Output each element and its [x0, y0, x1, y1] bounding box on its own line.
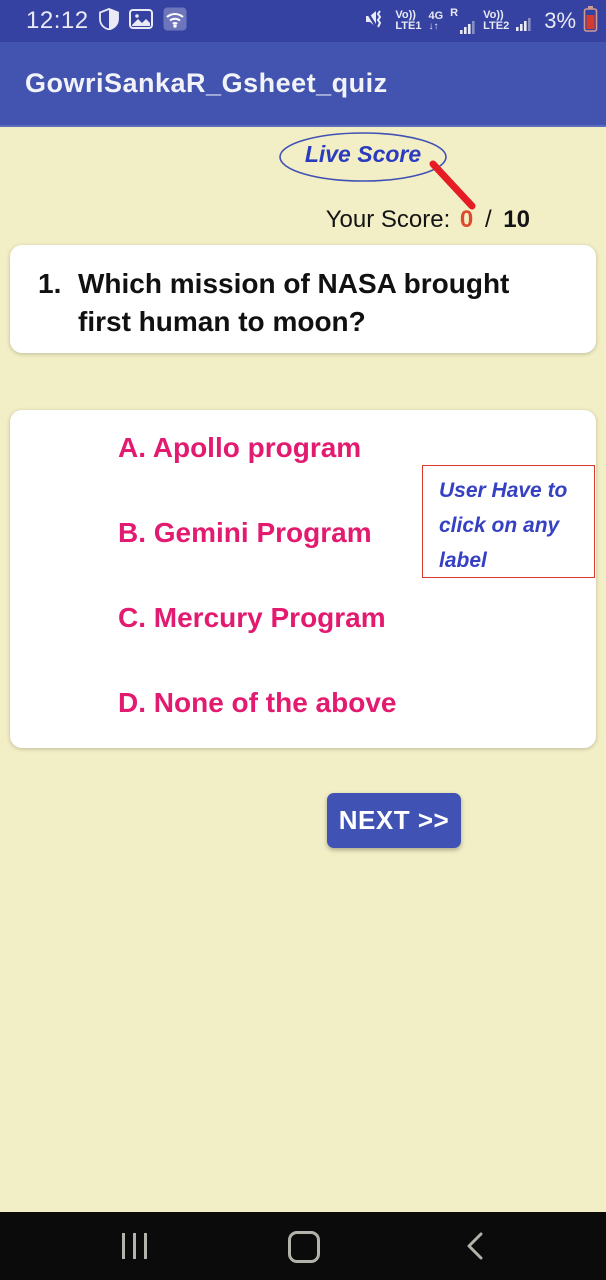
mute-vibrate-icon — [364, 8, 388, 35]
option-c-label[interactable]: C. Mercury Program — [118, 602, 386, 633]
next-button[interactable]: NEXT >> — [327, 793, 461, 848]
app-title: GowriSankaR_Gsheet_quiz — [25, 68, 388, 98]
score-separator: / — [484, 206, 492, 233]
clock: 12:12 — [26, 7, 89, 34]
home-icon[interactable] — [288, 1231, 320, 1263]
option-d-label[interactable]: D. None of the above — [118, 687, 397, 718]
navigation-bar — [0, 1212, 606, 1280]
note-line: User Have to — [439, 479, 568, 502]
sim2-volte-indicator: Vo)) LTE2 — [483, 9, 510, 32]
option-a-label[interactable]: A. Apollo program — [118, 432, 362, 463]
battery-low-icon — [583, 6, 598, 37]
score-prefix: Your Score: — [325, 206, 451, 233]
sim2-signal-icon — [516, 7, 532, 36]
question-text: Which mission of NASA brought first human to moon? — [78, 268, 510, 337]
recents-icon[interactable] — [122, 1233, 147, 1259]
score-row — [0, 206, 530, 234]
network-4g-indicator: 4G ↓↑ — [428, 9, 444, 32]
answer-card — [10, 410, 596, 748]
gallery-icon — [129, 8, 153, 35]
arrow-line — [433, 164, 472, 206]
live-score-label: Live Score — [304, 141, 422, 167]
question-number: 1. — [38, 268, 62, 299]
back-icon[interactable] — [466, 1232, 484, 1265]
note-annotation-box — [422, 465, 595, 578]
score-total: 10 — [503, 206, 530, 233]
sim1-volte-indicator: Vo)) LTE1 — [395, 9, 422, 32]
status-bar — [0, 0, 606, 42]
battery-percentage: 3% — [544, 8, 576, 33]
sim1-signal-icon: R — [450, 8, 476, 34]
shield-icon — [99, 8, 119, 35]
note-line: click on any — [439, 514, 560, 537]
app-bar — [0, 42, 606, 127]
note-line: label — [439, 549, 487, 572]
question-card — [10, 245, 596, 353]
score-value: 0 — [459, 206, 474, 233]
wifi-icon — [163, 7, 187, 36]
option-b-label[interactable]: B. Gemini Program — [118, 517, 372, 548]
